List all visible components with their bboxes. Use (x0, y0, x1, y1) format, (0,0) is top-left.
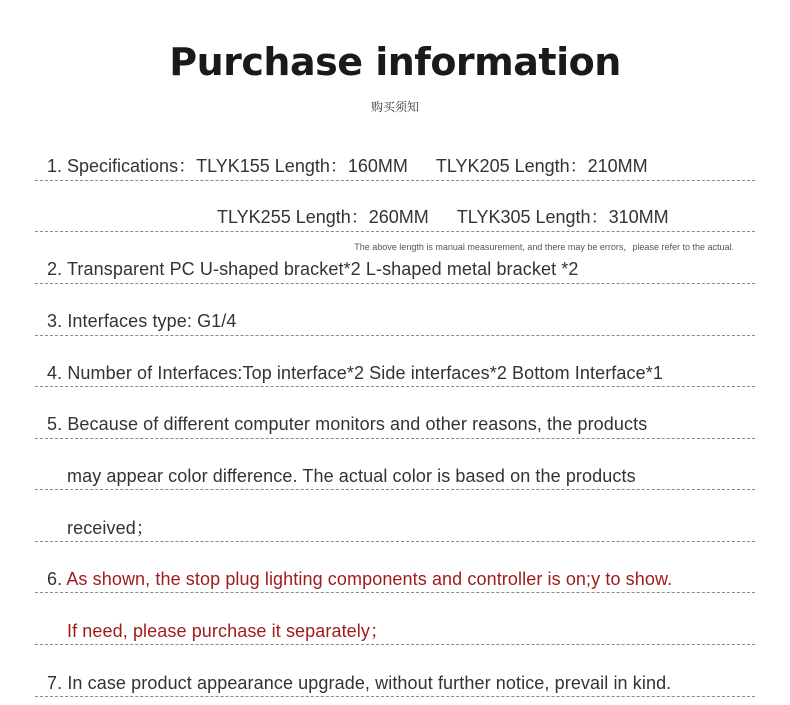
divider (35, 592, 755, 593)
item-interface-type: 3. Interfaces type: G1/4 (47, 311, 237, 331)
divider (35, 231, 755, 232)
divider (35, 180, 755, 181)
divider (35, 335, 755, 336)
spec-tlyk155: TLYK155 Length：160MM (196, 156, 408, 176)
item-lighting-text: As shown, the stop plug lighting components and controller is on;y to show. (66, 569, 673, 589)
item-lighting-note-line-2: If need, please purchase it separately； (67, 621, 389, 641)
spec-prefix: 1. Specifications： (47, 156, 197, 176)
spec-tlyk305: TLYK305 Length：310MM (456, 207, 669, 227)
item-brackets: 2. Transparent PC U-shaped bracket*2 L-shaped metal bracket *2 (47, 259, 579, 279)
divider (35, 283, 755, 284)
divider (35, 438, 755, 439)
divider (35, 386, 755, 387)
page-title: Purchase information (169, 40, 621, 84)
divider (35, 489, 755, 490)
spec-tlyk255: TLYK255 Length：260MM (217, 207, 429, 227)
divider (35, 541, 755, 542)
page-subtitle: 购买须知 (370, 100, 419, 114)
divider (35, 644, 755, 645)
spec-line-1 (47, 155, 648, 177)
item-lighting-note-line-1 (47, 568, 672, 590)
item-color-note-line-3: received； (67, 518, 154, 538)
item-upgrade-note: 7. In case product appearance upgrade, without further notice, prevail in kind. (47, 673, 672, 693)
item-color-note-line-2: may appear color difference. The actual color is based on the products (67, 466, 636, 486)
spec-note: The above length is manual measurement, and there may be errors，please refer to the actual. (354, 242, 734, 252)
item-interface-count: 4. Number of Interfaces:Top interface*2 Side interfaces*2 Bottom Interface*1 (47, 363, 663, 383)
item-lighting-prefix: 6. (47, 569, 67, 589)
spec-line-2 (217, 206, 669, 228)
divider (35, 696, 755, 697)
item-color-note-line-1: 5. Because of different computer monitors and other reasons, the products (47, 414, 648, 434)
spec-tlyk205: TLYK205 Length：210MM (435, 156, 648, 176)
